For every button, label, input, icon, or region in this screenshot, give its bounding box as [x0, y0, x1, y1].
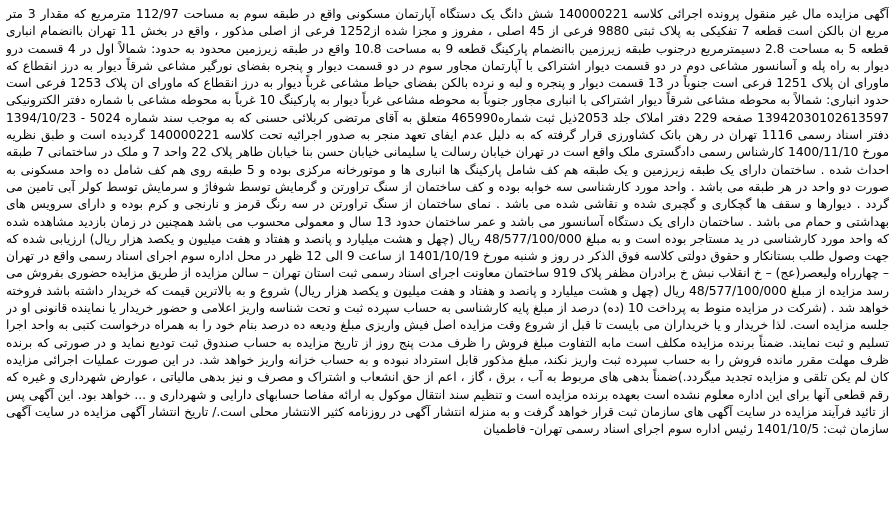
- auction-notice-document: [6, 6, 889, 507]
- auction-notice-text: آگهی مزایده مال غیر منقول پرونده اجرائی کلاسه 140000221 شش دانگ یک دستگاه آپارتمان مسکونی واقع در طبقه سوم به مساحت 112/97 مترمربع که مقدار 3 متر مربع ان بالکن است قطعه 7 تفکیکی به پلاک ثبتی 9880 فرعی از 45 اصلی ، مفروز و مجزا شده از1252 فرعی از اصلی مذکور ، واقع در بخش 11 تهران باانضمام انباری قطعه 5 به مساحت 2.8 دسیمترمربع درجنوب طبقه زیرزمین باانضمام پارکینگ قطعه 9 به مساحت 10.8 واقع در طبقه زیرزمین محدود به حدود: شمالاً اول در 4 قسمت درو دیوار به راه پله و آسانسور مشاعی دوم در دو قسمت دیوار اشتراکی با آپارتمان مجاور سوم در دو قسمت دیوار و پنجره بفضای نورگیر مشاعی شرقاً دیوار به درز انقطاع که ماورای ان پلاک 1251 فرعی است جنوباً در 13 قسمت دیوار و پنجره و لبه و نرده بالکن بفضای حیاط مشاعی غرباً دیوار به درز انقطاع که ماورای ان پلاک 1253 فرعی است حدود انباری: شمالاً به محوطه مشاعی شرقاً دیوار اشتراکی با انباری مجاور جنوباً به محوطه مشاعی غرباً دیوار به پارکینگ 10 غرباً به محوطه مشاعی با شماره دفتر الکترونیکی 13942030102613597 صفحه 229 دفتر املاک جلد 2053ذیل ثبت شماره465990 متعلق به آقای مرتضی کربلائی حسنی که به موجب سند شماره 5024 - 1394/10/23 دفتر اسناد رسمی 1116 تهران در رهن بانک کشاورزی قرار گرفته که به دلیل عدم ایفای تعهد منجر به صدور اجرائیه تحت کلاسه 140000221 گردیده است و طبق نظریه مورخ 1400/11/10 کارشناس رسمی دادگستری ملک واقع است در تهران خیابان رسالت یا سلیمانی خیابان حسن بنا خیابان طاهر پلاک 22 واحد 7 و ملک در ساختمانی 7 طبقه احداث شده . ساختمان دارای یک طبقه زیرزمین و یک طبقه هم کف شامل پارکینگ ها انباری ها و موتورخانه مرکزی بوده و 5 طبقه روی هم کف شامل ده واحد مسکونی به صورت دو واحد در هر طبقه می باشد . واحد مورد کارشناسی سه خوابه بوده و کف ساختمان از سنگ تراورتن و گرمایش توسط شوفاژ و سرمایش توسط کولر آبی تامین می گردد . دیوارها و سقف ها گچکاری و گچبری شده و نقاشی شده می باشد . نمای ساختمان از سنگ تراورتن در سه رنگ قرمز و نارنجی و کرم بوده و دارای سرویس های بهداشتی و حمام می باشد . ساختمان دارای یک دستگاه آسانسور می باشد و عمر ساختمان حدود 13 سال و معمولی محسوب می باشد همچنین در زمان بازدید مشاهده شده که واحد مورد کارشناسی در ید مستاجر بوده است و به مبلغ 48/577/100/000 ریال (چهل و هشت میلیارد و پانصد و هفتاد و هفت میلیون و یکصد هزار ریال) ارزیابی شده که جهت وصول طلب بستانکار و حقوق دولتی کلاسه فوق الذکر در روز و شنبه مورخ 1401/10/19 از ساعت 9 الی 12 ظهر در محل اداره سوم اجرای اسناد رسمی واقع در تهران – چهارراه ولیعصر(عج) – خ انقلاب نبش خ برادران مظفر پلاک 919 ساختمان معاونت اجرای اسناد رسمی ثبت استان تهران – سالن مزایده از طریق مزایده حضوری بفروش می رسد مزایده از مبلغ 48/577/100/000 ریال (چهل و هشت میلیارد و پانصد و هفتاد و هفت میلیون و یکصد هزار ریال) شروع و به بالاترین قیمت که خریدار داشته باشد فروخته خواهد شد . (شرکت در مزایده منوط به پرداخت 10 (ده) درصد از مبلغ پایه کارشناسی به حساب سپرده ثبت و تحت شناسه واریز اعلامی و حضور خریدار یا نماینده قانونی او در جلسه مزایده است. لذا خریدار و یا خریداران می بایست تا قبل از شروع وقت مزایده اصل فیش واریزی مبلغ ودیعه ده درصد بنام خود را به همراه درخواست کتبی به واحد اجرا تسلیم و ثبت نمایند. ضمناً برنده مزایده مکلف است مابه التفاوت مبلغ فروش را ظرف مدت پنج روز از تاریخ مزایده به حساب صندوق ثبت تودیع نماید و در صورتی که برنده ظرف مهلت مقرر مانده فروش را به حساب سپرده ثبت واریز نکند، مبلغ مذکور قابل استرداد نبوده و به حساب خزانه واریز خواهد شد. در این صورت عملیات اجرائی مزایده کان لم یکن تلقی و مزایده تجدید میگردد.)ضمناً بدهی های مربوط به آب ، برق ، گاز ، اعم از حق انشعاب و اشتراک و مصرف و نیز بدهی مالیاتی ، عوارض شهرداری و غیره که رقم قطعی آنها برای این اداره معلوم نشده است بعهده برنده مزایده است و تنظیم سند انتقال موکول به ارائه مفاصا حسابهای دارایی و شهرداری و ... خواهد بود. این آگهی پس از تائید فرآیند مزایده در سایت آگهی های سازمان ثبت قرار خواهد گرفت و به منزله انتشار آگهی در روزنامه کثیر الانتشار محلی است./ تاریخ انتشار آگهی مزایده در سایت آگهی سازمان ثبت: 1401/10/5 رئیس اداره سوم اجرای اسناد رسمی تهران- فاطمیان: [6, 7, 889, 437]
